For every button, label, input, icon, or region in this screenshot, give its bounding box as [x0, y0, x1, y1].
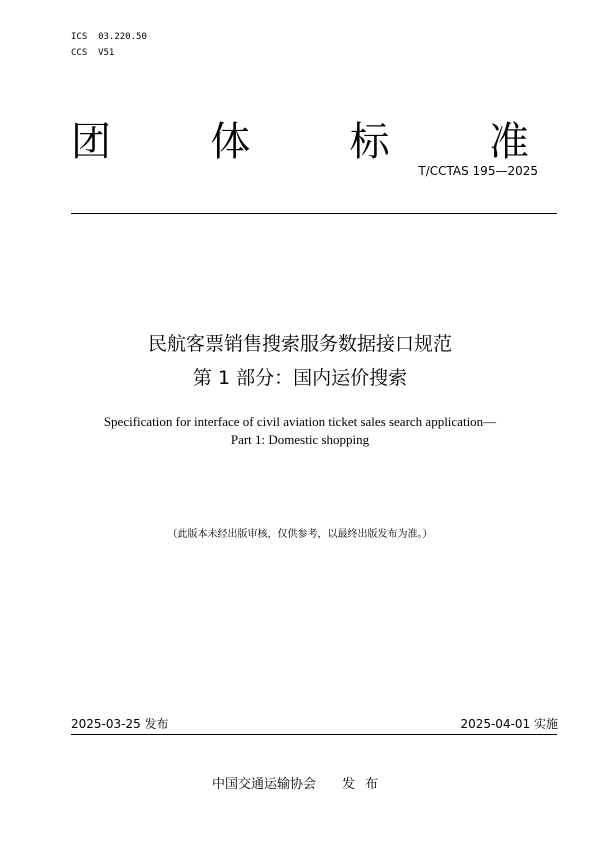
issue-date: 2025-03-25 发布	[71, 717, 169, 731]
publisher-line	[0, 776, 600, 794]
standard-number: T/CCTAS 195—2025	[418, 164, 538, 178]
draft-notice: （此版本未经出版审核，仅供参考，以最终出版发布为准。）	[167, 529, 433, 540]
publisher-verb: 发布	[342, 777, 389, 792]
effective-date: 2025-04-01 实施	[460, 717, 558, 731]
ics-code: ICS 03.220.50	[71, 32, 147, 42]
chinese-title-line-1: 民航客票销售搜索服务数据接口规范	[147, 333, 452, 355]
bottom-divider	[71, 734, 557, 735]
top-divider	[71, 213, 557, 214]
standard-type-heading	[71, 118, 529, 166]
chinese-title-line-2: 第 1 部分：国内运价搜索	[192, 367, 408, 389]
standard-type-char: 标	[349, 119, 390, 165]
ccs-code: CCS V51	[71, 48, 115, 58]
english-title-line-2: Part 1: Domestic shopping	[230, 432, 370, 447]
standard-type-char: 团	[71, 119, 111, 165]
standard-type-char: 准	[488, 119, 529, 165]
standard-type-char: 体	[210, 119, 251, 165]
english-title-line-1: Specification for interface of civil aviation ticket sales search application—	[103, 414, 497, 429]
publisher-name: 中国交通运输协会	[211, 777, 316, 792]
